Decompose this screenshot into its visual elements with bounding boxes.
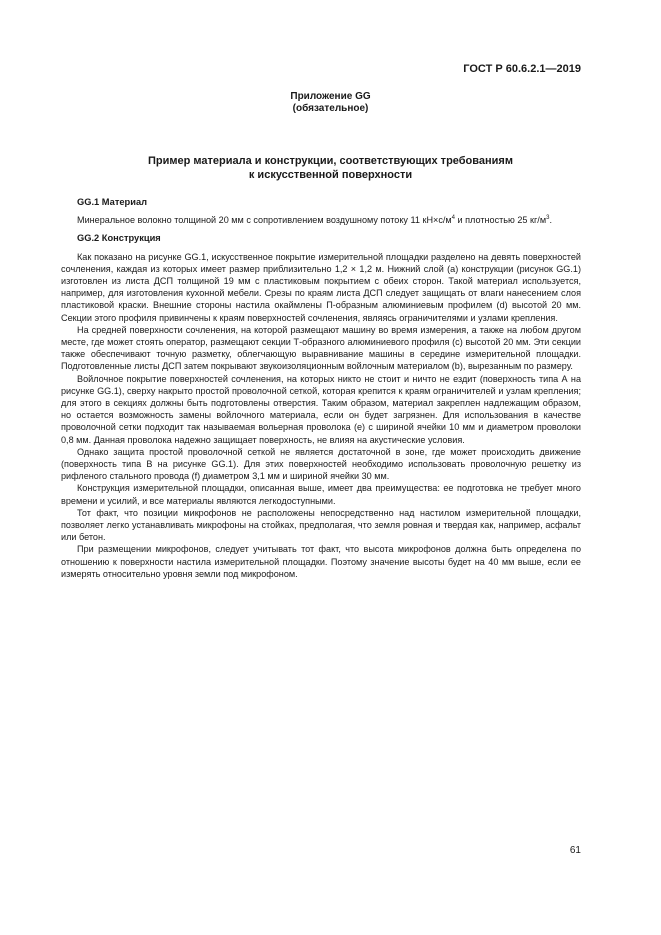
construction-paragraph: Войлочное покрытие поверхностей сочленения, на которых никто не стоит и ничто не ездит (поверхность типа А на рисунке GG.1), сверху накрыто простой проволочной сеткой, которая крепится к краям ограничителей и узлам крепления; для этого в секциях должны быть подготовлены отверстия. Таким образом, материал закреплен надлежащим образом, но остается возможность замены войлочного материала, если он будет загрязнен. Для использования в качестве проволочной сетки подходит так называемая вольерная проволока (е) с шириной ячейки 10 мм и диаметром проволоки 0,8 мм. Данная проволока надежно защищает поверхность, не влияя на акустические условия. <box>61 373 581 445</box>
construction-paragraph: Конструкция измерительной площадки, описанная выше, имеет два преимущества: ее подготовка не требует много времени и усилий, и все материалы являются легкодоступными. <box>61 483 581 506</box>
page-number: 61 <box>569 845 581 856</box>
section-heading-construction: GG.2 Конструкция <box>77 233 161 244</box>
annex-status: (обязательное) <box>292 103 369 114</box>
construction-paragraph: Однако защита простой проволочной сеткой не является достаточной в зоне, где может происходить движение (поверхность типа В на рисунке GG.1). Для этих поверхностей необходимо использовать проволочную решетку из рифленого стального провода (f) диаметром 3,1 мм и шириной ячейки 30 мм. <box>61 446 581 482</box>
annex-header <box>0 91 661 115</box>
main-title-line2: к искусственной поверхности <box>248 169 413 181</box>
construction-paragraph: Как показано на рисунке GG.1, искусственное покрытие измерительной площадки разделено на девять поверхностей сочленения, каждая из которых имеет размер приблизительно 1,2 × 1,2 м. Нижний слой (а) конструкции (рисунок GG.1) изготовлен из листа ДСП толщиной 19 мм с пластиковым покрытием с обеих сторон. Такой материал используется, например, для изготовления кухонной мебели. Срезы по краям листа ДСП следует защищать от влаги нанесением слоя пластиковой краски. Внешние стороны настила окаймлены П-образным алюминиевым профилем (d) высотой 20 мм. Секции этого профиля привинчены к краям поверхностей сочленения, являясь ограничителями и узлами крепления. <box>61 251 581 323</box>
material-text-c: . <box>549 215 552 226</box>
main-title-line1: Пример материала и конструкции, соответствующих требованиям <box>148 155 513 167</box>
annex-title: Приложение GG <box>290 91 371 102</box>
construction-paragraph: Тот факт, что позиции микрофонов не расположены непосредственно над настилом измерительной площадки, позволяет легко устанавливать микрофоны на стойках, предполагая, что земля ровная и твердая как, например, асфальт или бетон. <box>61 507 581 543</box>
material-text-b: и плотностью 25 кг/м <box>455 215 547 226</box>
material-paragraph <box>61 214 581 226</box>
document-body <box>61 196 581 580</box>
construction-paragraph: На средней поверхности сочленения, на которой размещают машину во время измерения, а также на любом другом месте, где может стоять оператор, размещают секции Т-образного алюминиевого профиля (с) высотой 20 мм. Эти секции также обеспечивают точную разметку, облегчающую выравнивание машины в середине измерительной площадки. Подготовленные листы ДСП затем покрывают звукоизоляционным войлочным материалом (b), вырезанным по размеру. <box>61 324 581 372</box>
section-heading-material: GG.1 Материал <box>77 197 148 207</box>
material-text-a: Минеральное волокно толщиной 20 мм с сопротивлением воздушному потоку 11 кН×с/м <box>77 215 452 226</box>
construction-paragraph: При размещении микрофонов, следует учитывать тот факт, что высота микрофонов должна быть определена по отношению к поверхности настила измерительной площадки. Поэтому значение высоты будет на 40 мм выше, если ее измерять относительно уровня земли под микрофоном. <box>61 544 581 579</box>
material-sup2: 3 <box>546 215 550 222</box>
standard-designation: ГОСТ Р 60.6.2.1—2019 <box>463 63 581 75</box>
main-title <box>0 154 661 182</box>
material-sup1: 4 <box>451 215 455 222</box>
